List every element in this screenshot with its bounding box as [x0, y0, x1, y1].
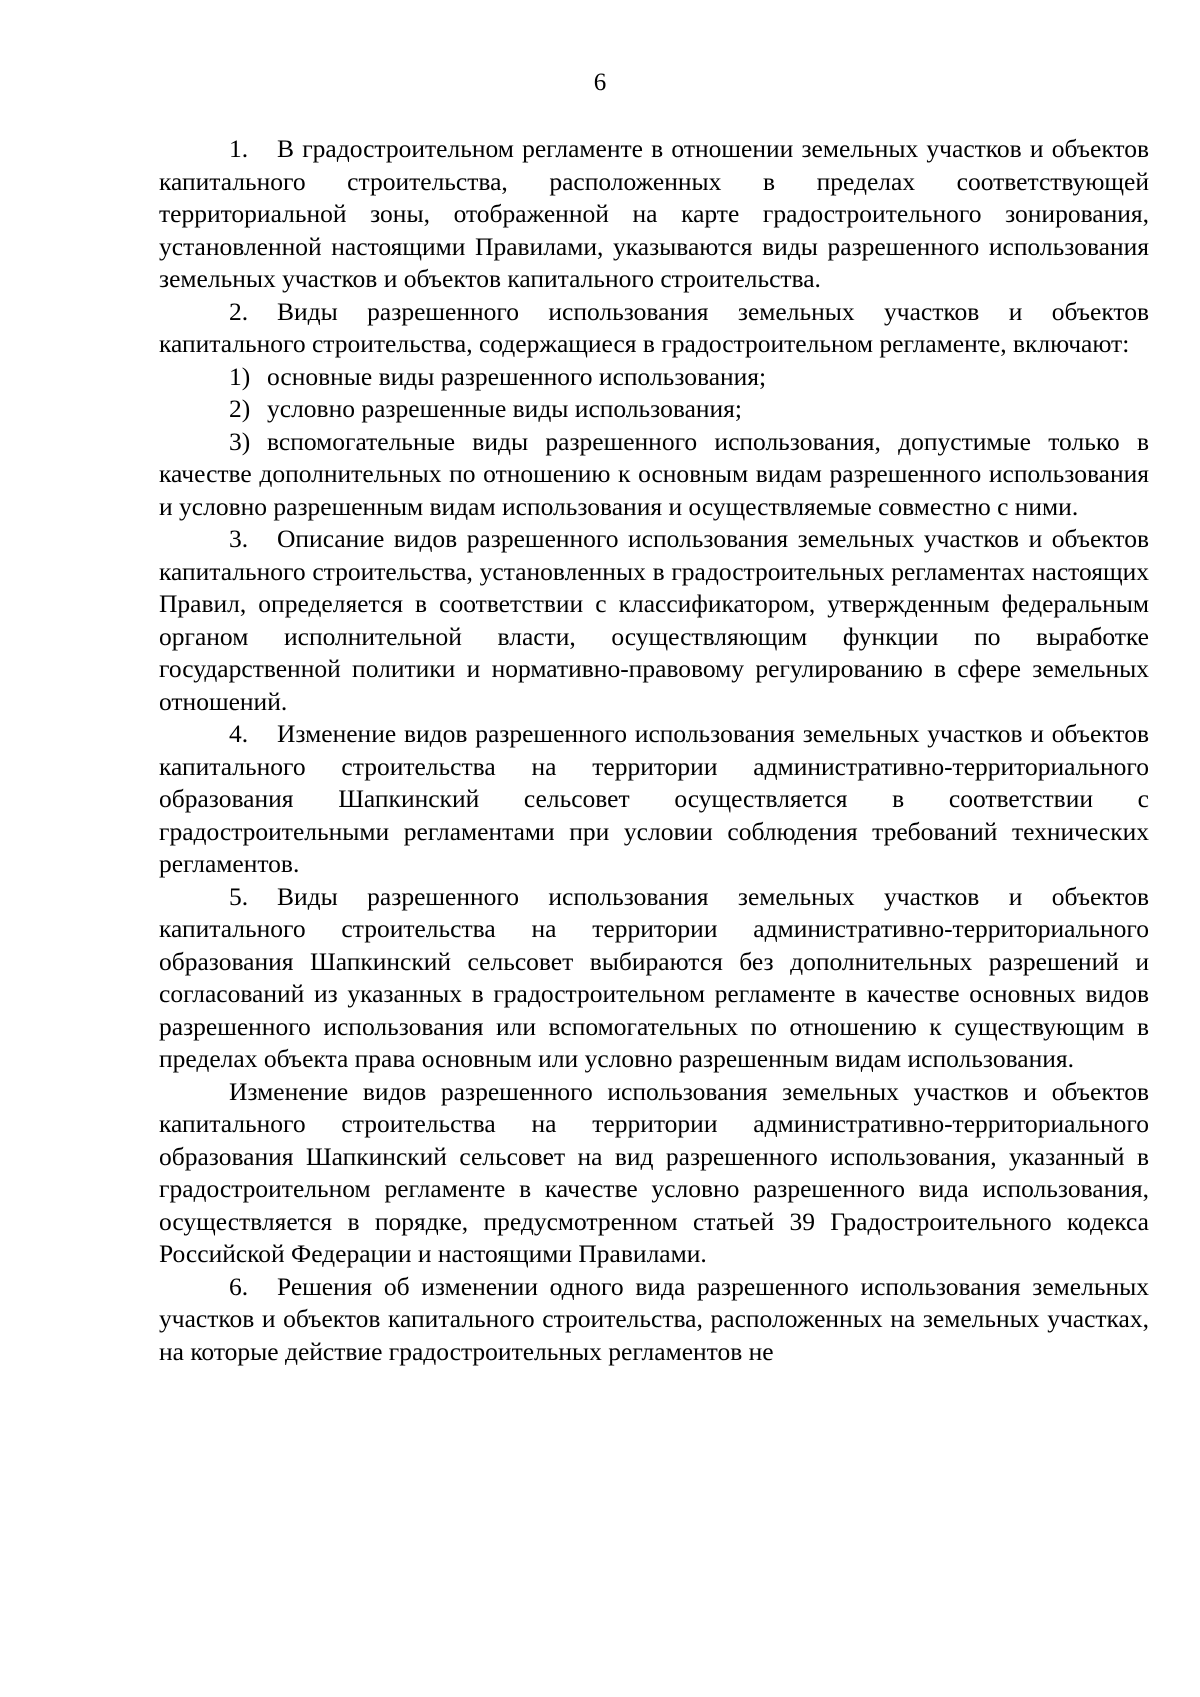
list-item-text: вспомогательные виды разрешенного использования, допустимые только в качестве дополнительных по отношению к основным видам разрешенного использования и условно разрешенным видам использования и осуществляемые совместно с ними. — [159, 426, 1149, 521]
list-item-text: условно разрешенные виды использования; — [267, 394, 742, 423]
paragraph-3 — [159, 523, 1149, 718]
list-item-number: 3) — [229, 426, 251, 456]
paragraph-5 — [159, 881, 1149, 1076]
paragraph-2 — [159, 296, 1149, 361]
paragraph-number: 6. — [229, 1271, 249, 1301]
paragraph-text: Виды разрешенного использования земельных участков и объектов капитального строительства на территории административно-территориального образования Шапкинский сельсовет выбираются без дополнительных разрешений и согласований из указанных в градостроительном регламенте в качестве основных видов разрешенного использования или вспомогательных по отношению к существующим в пределах объекта права основным или условно разрешенным видам использования. — [159, 881, 1149, 1073]
list-item-number: 2) — [229, 394, 251, 423]
paragraph-number: 4. — [229, 719, 249, 748]
paragraph-6 — [159, 1271, 1149, 1369]
paragraph-5-continued — [159, 1076, 1149, 1271]
paragraph-number: 3. — [229, 524, 249, 553]
list-item-3 — [159, 426, 1149, 524]
paragraph-text: Решения об изменении одного вида разрешенного использования земельных участков и объектов капитального строительства, расположенных на земельных участках, на которые действие градостроительных регламентов не — [159, 1271, 1149, 1366]
paragraph-text: Изменение видов разрешенного использования земельных участков и объектов капитального строительства на территории административно-территориального образования Шапкинский сельсовет на вид разрешенного использования, указанный в градостроительном регламенте в качестве условно разрешенного вида использования, осуществляется в порядке, предусмотренном статьей 39 Градостроительного кодекса Российской Федерации и настоящими Правилами. — [159, 1076, 1149, 1268]
list-item-number: 1) — [229, 361, 251, 391]
paragraph-text: Описание видов разрешенного использования земельных участков и объектов капитального строительства, установленных в градостроительных регламентах настоящих Правил, определяется в соответствии с классификатором, утвержденным федеральным органом исполнительной власти, осуществляющим функции по выработке государственной политики и нормативно-правовому регулированию в сфере земельных отношений. — [159, 524, 1149, 716]
paragraph-number: 5. — [229, 881, 249, 911]
list-item-1 — [159, 361, 1149, 394]
paragraph-1 — [159, 133, 1149, 296]
paragraph-number: 1. — [229, 134, 249, 163]
page-number: 6 — [593, 69, 607, 96]
paragraph-text: Виды разрешенного использования земельных участков и объектов капитального строительства, содержащиеся в градостроительном регламенте, включают: — [159, 296, 1149, 358]
paragraph-text: Изменение видов разрешенного использования земельных участков и объектов капитального строительства на территории административно-территориального образования Шапкинский сельсовет осуществляется в соответствии с градостроительными регламентами при условии соблюдения требований технических регламентов. — [159, 719, 1149, 878]
paragraph-4 — [159, 718, 1149, 881]
list-item-2 — [159, 393, 1149, 426]
paragraph-number: 2. — [229, 296, 249, 326]
paragraph-text: В градостроительном регламенте в отношении земельных участков и объектов капитального строительства, расположенных в пределах соответствующей территориальной зоны, отображенной на карте градостроительного зонирования, установленной настоящими Правилами, указываются виды разрешенного использования земельных участков и объектов капитального строительства. — [159, 134, 1149, 293]
document-body — [159, 133, 1149, 1368]
list-item-text: основные виды разрешенного использования; — [267, 361, 767, 391]
